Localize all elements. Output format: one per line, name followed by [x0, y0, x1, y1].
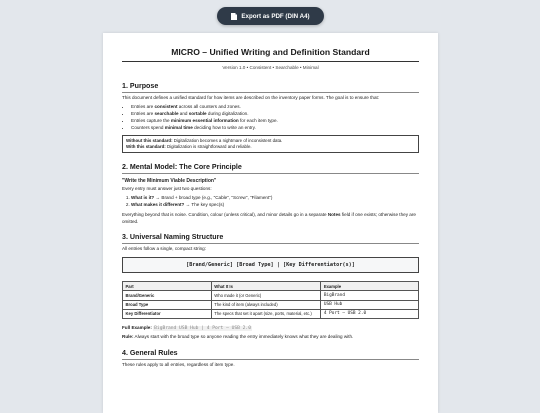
mental-model-questions	[122, 194, 419, 208]
section-naming	[122, 233, 419, 341]
table-cell: Broad Type	[123, 300, 212, 309]
naming-intro: All entries follow a single, compact string:	[122, 245, 206, 251]
table-cell: Brand/Generic	[123, 291, 212, 300]
purpose-bullets	[122, 103, 419, 131]
table-row	[123, 291, 419, 300]
purpose-intro: This document defines a unified standard for how items are described on the inventory paper forms. The goal is to ensure that:	[122, 95, 380, 100]
table-cell: Key Differentiator	[123, 309, 212, 318]
document-icon	[231, 13, 237, 20]
callout-with-text: Digitalization is straightforward and reliable.	[165, 144, 252, 150]
table-header: What It Is	[211, 282, 321, 291]
title-divider	[122, 61, 419, 62]
example-code: BigBrand USB Hub | 4 Port – USB 2.0	[154, 326, 251, 332]
naming-pattern-box: [Brand/Generic] [Broad Type] | [Key Differentiator(s)]	[122, 257, 419, 273]
table-cell: Who made it (or Generic)	[211, 291, 321, 300]
document-title: MICRO – Unified Writing and Definition Standard	[171, 47, 370, 57]
table-cell: The specs that set it apart (size, ports, material, etc.)	[211, 309, 321, 318]
table-row	[123, 309, 419, 318]
naming-table	[122, 281, 419, 319]
table-cell: BigBrand	[321, 291, 419, 300]
section-mental-model	[122, 163, 419, 225]
export-pdf-button[interactable]	[217, 7, 324, 25]
table-header: Example	[321, 282, 419, 291]
purpose-bullet: • Entries are searchable and sortable during digitalization.	[131, 110, 419, 117]
naming-heading: 3. Universal Naming Structure	[122, 233, 419, 244]
question-item: 1. What is it? → Brand + broad type (e.g., "Cable", "Screw", "Filament")	[131, 194, 419, 201]
table-cell: The kind of item (always included)	[211, 300, 321, 309]
section-general-rules	[122, 349, 419, 368]
purpose-callout	[122, 135, 419, 153]
mental-model-outro: Everything beyond that is noise. Condition, colour (unless critical), and minor details go in a separate Notes field if one exists; otherwise they are omitted.	[122, 212, 416, 224]
mental-model-subheading: "Write the Minimum Viable Description"	[122, 178, 217, 185]
question-item: 2. What makes it different? → The key spec(s)	[131, 201, 419, 208]
purpose-bullet: • Counters spend minimal time deciding how to write an entry.	[131, 124, 419, 131]
purpose-bullet: • Entries are consistent across all counters and zones.	[131, 103, 419, 110]
general-rules-intro: These rules apply to all entries, regardless of item type.	[122, 361, 235, 367]
table-header-row	[123, 282, 419, 291]
export-pdf-label: Export as PDF (DIN A4)	[241, 12, 310, 20]
mental-model-intro: Every entry must answer just two questions:	[122, 186, 212, 192]
naming-rule: Rule: Always start with the broad type so anyone reading the entry immediately knows what they are dealing with.	[122, 334, 354, 340]
callout-without-label: Without this standard:	[126, 138, 173, 144]
purpose-heading: 1. Purpose	[122, 82, 419, 93]
document-subtitle: Version 1.0 • Consistent • Searchable • Minimal	[222, 65, 319, 70]
table-header: Part	[123, 282, 212, 291]
callout-with-label: With this standard:	[126, 144, 166, 150]
callout-without-text: Digitalization becomes a nightmare of inconsistent data.	[172, 138, 283, 144]
mental-model-heading: 2. Mental Model: The Core Principle	[122, 163, 419, 174]
document-page	[103, 33, 438, 413]
general-rules-heading: 4. General Rules	[122, 349, 419, 360]
purpose-bullet: • Entries capture the minimum essential information for each item type.	[131, 117, 419, 124]
naming-full-example: Full Example: BigBrand USB Hub | 4 Port – USB 2.0	[122, 325, 251, 332]
table-row	[123, 300, 419, 309]
section-purpose	[122, 82, 419, 153]
table-cell: USB Hub	[321, 300, 419, 309]
table-cell: 4 Port – USB 2.0	[321, 309, 419, 318]
